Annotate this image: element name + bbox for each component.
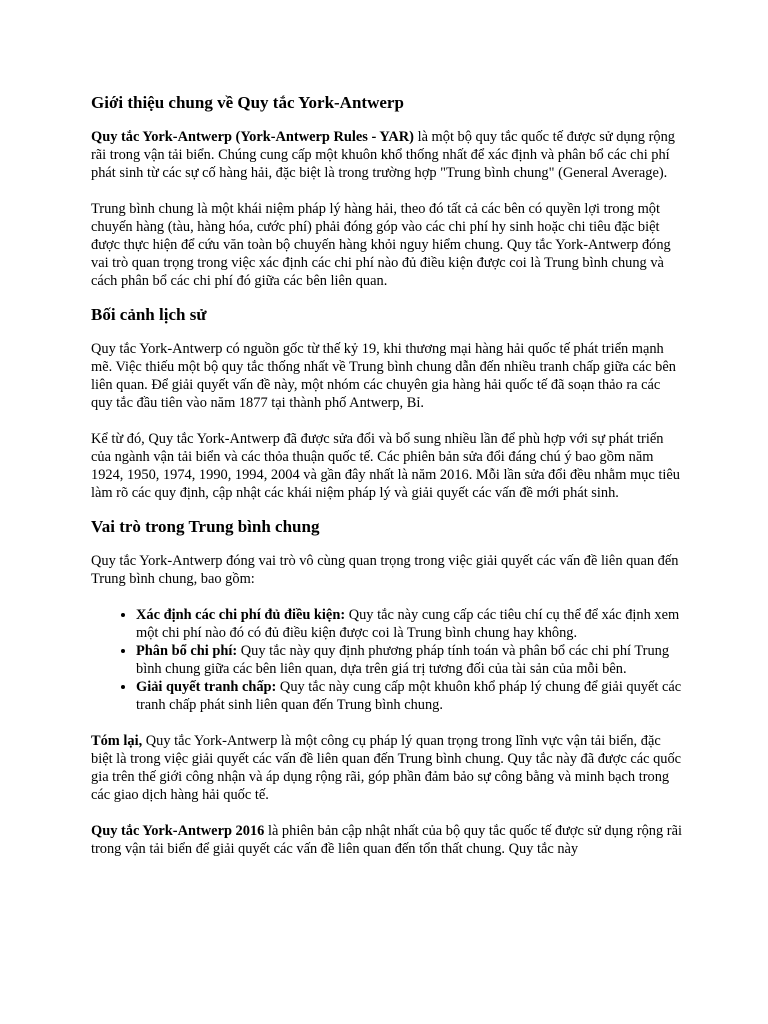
- paragraph-history-1: Quy tắc York-Antwerp có nguồn gốc từ thế kỷ 19, khi thương mại hàng hải quốc tế phát triển mạnh mẽ. Việc thiếu một bộ quy tắc thống nhất về Trung bình chung dẫn đến nhiều tranh chấp giữa các bên liên quan. Để giải quyết vấn đề này, một nhóm các chuyên gia hàng hải quốc tế đã soạn thảo ra các quy tắc đầu tiên vào năm 1877 tại thành phố Antwerp, Bỉ.: [91, 341, 676, 411]
- list-item: • Phân bổ chi phí: Quy tắc này quy định phương pháp tính toán và phân bổ các chi phí Trung bình chung giữa các bên liên quan, dựa trên giá trị tương đối của tài sản của mỗi bên.: [136, 642, 684, 678]
- heading-intro: Giới thiệu chung về Quy tắc York-Antwerp: [91, 93, 404, 112]
- paragraph-yar-2016: Quy tắc York-Antwerp 2016 là phiên bản cập nhật nhất của bộ quy tắc quốc tế được sử dụng rộng rãi trong vận tải biển để giải quyết các vấn đề liên quan đến tổn thất chung. Quy tắc này: [91, 823, 682, 857]
- paragraph-intro-1: Quy tắc York-Antwerp (York-Antwerp Rules - YAR) là một bộ quy tắc quốc tế được sử dụng rộng rãi trong vận tải biển. Chúng cung cấp một khuôn khổ thống nhất để xác định và phân bổ các chi phí phát sinh từ các sự cố hàng hải, đặc biệt là trong trường hợp "Trung bình chung" (General Average).: [91, 129, 675, 181]
- heading-history: Bối cảnh lịch sử: [91, 305, 207, 324]
- paragraph-role-intro: Quy tắc York-Antwerp đóng vai trò vô cùng quan trọng trong việc giải quyết các vấn đề liên quan đến Trung bình chung, bao gồm:: [91, 553, 679, 587]
- paragraph-intro-2: Trung bình chung là một khái niệm pháp lý hàng hải, theo đó tất cả các bên có quyền lợi trong một chuyến hàng (tàu, hàng hóa, cước phí) phải đóng góp vào các chi phí hy sinh hoặc chi tiêu đặc biệt được thực hiện để cứu văn toàn bộ chuyến hàng khỏi nguy hiểm chung. Quy tắc York-Antwerp đóng vai trò quan trọng trong việc xác định các chi phí nào đủ điều kiện được coi là Trung bình chung và cách phân bổ các chi phí đó giữa các bên liên quan.: [91, 201, 671, 289]
- role-bullet-list: [91, 606, 684, 714]
- paragraph-summary: Tóm lại, Quy tắc York-Antwerp là một công cụ pháp lý quan trọng trong lĩnh vực vận tải biển, đặc biệt là trong việc giải quyết các vấn đề liên quan đến Trung bình chung. Quy tắc này đã được các quốc gia trên thế giới công nhận và áp dụng rộng rãi, góp phần đảm bảo sự công bằng và minh bạch trong các giao dịch hàng hải quốc tế.: [91, 733, 682, 803]
- paragraph-history-2: Kể từ đó, Quy tắc York-Antwerp đã được sửa đổi và bổ sung nhiều lần để phù hợp với sự phát triển của ngành vận tải biển và các thỏa thuận quốc tế. Các phiên bản sửa đổi đáng chú ý bao gồm năm 1924, 1950, 1974, 1990, 1994, 2004 và gần đây nhất là năm 2016. Mỗi lần sửa đổi đều nhằm mục tiêu làm rõ các quy định, cập nhật các khái niệm pháp lý và giải quyết các vấn đề mới phát sinh.: [91, 431, 680, 501]
- bold-term-yar: Quy tắc York-Antwerp (York-Antwerp Rules - YAR): [91, 129, 414, 145]
- heading-role: Vai trò trong Trung bình chung: [91, 517, 320, 536]
- list-item: • Xác định các chi phí đủ điều kiện: Quy tắc này cung cấp các tiêu chí cụ thể để xác định xem một chi phí nào đó có đủ điều kiện được coi là Trung bình chung hay không.: [136, 606, 684, 642]
- list-item: • Giải quyết tranh chấp: Quy tắc này cung cấp một khuôn khổ pháp lý chung để giải quyết các tranh chấp phát sinh liên quan đến Trung bình chung.: [136, 678, 684, 714]
